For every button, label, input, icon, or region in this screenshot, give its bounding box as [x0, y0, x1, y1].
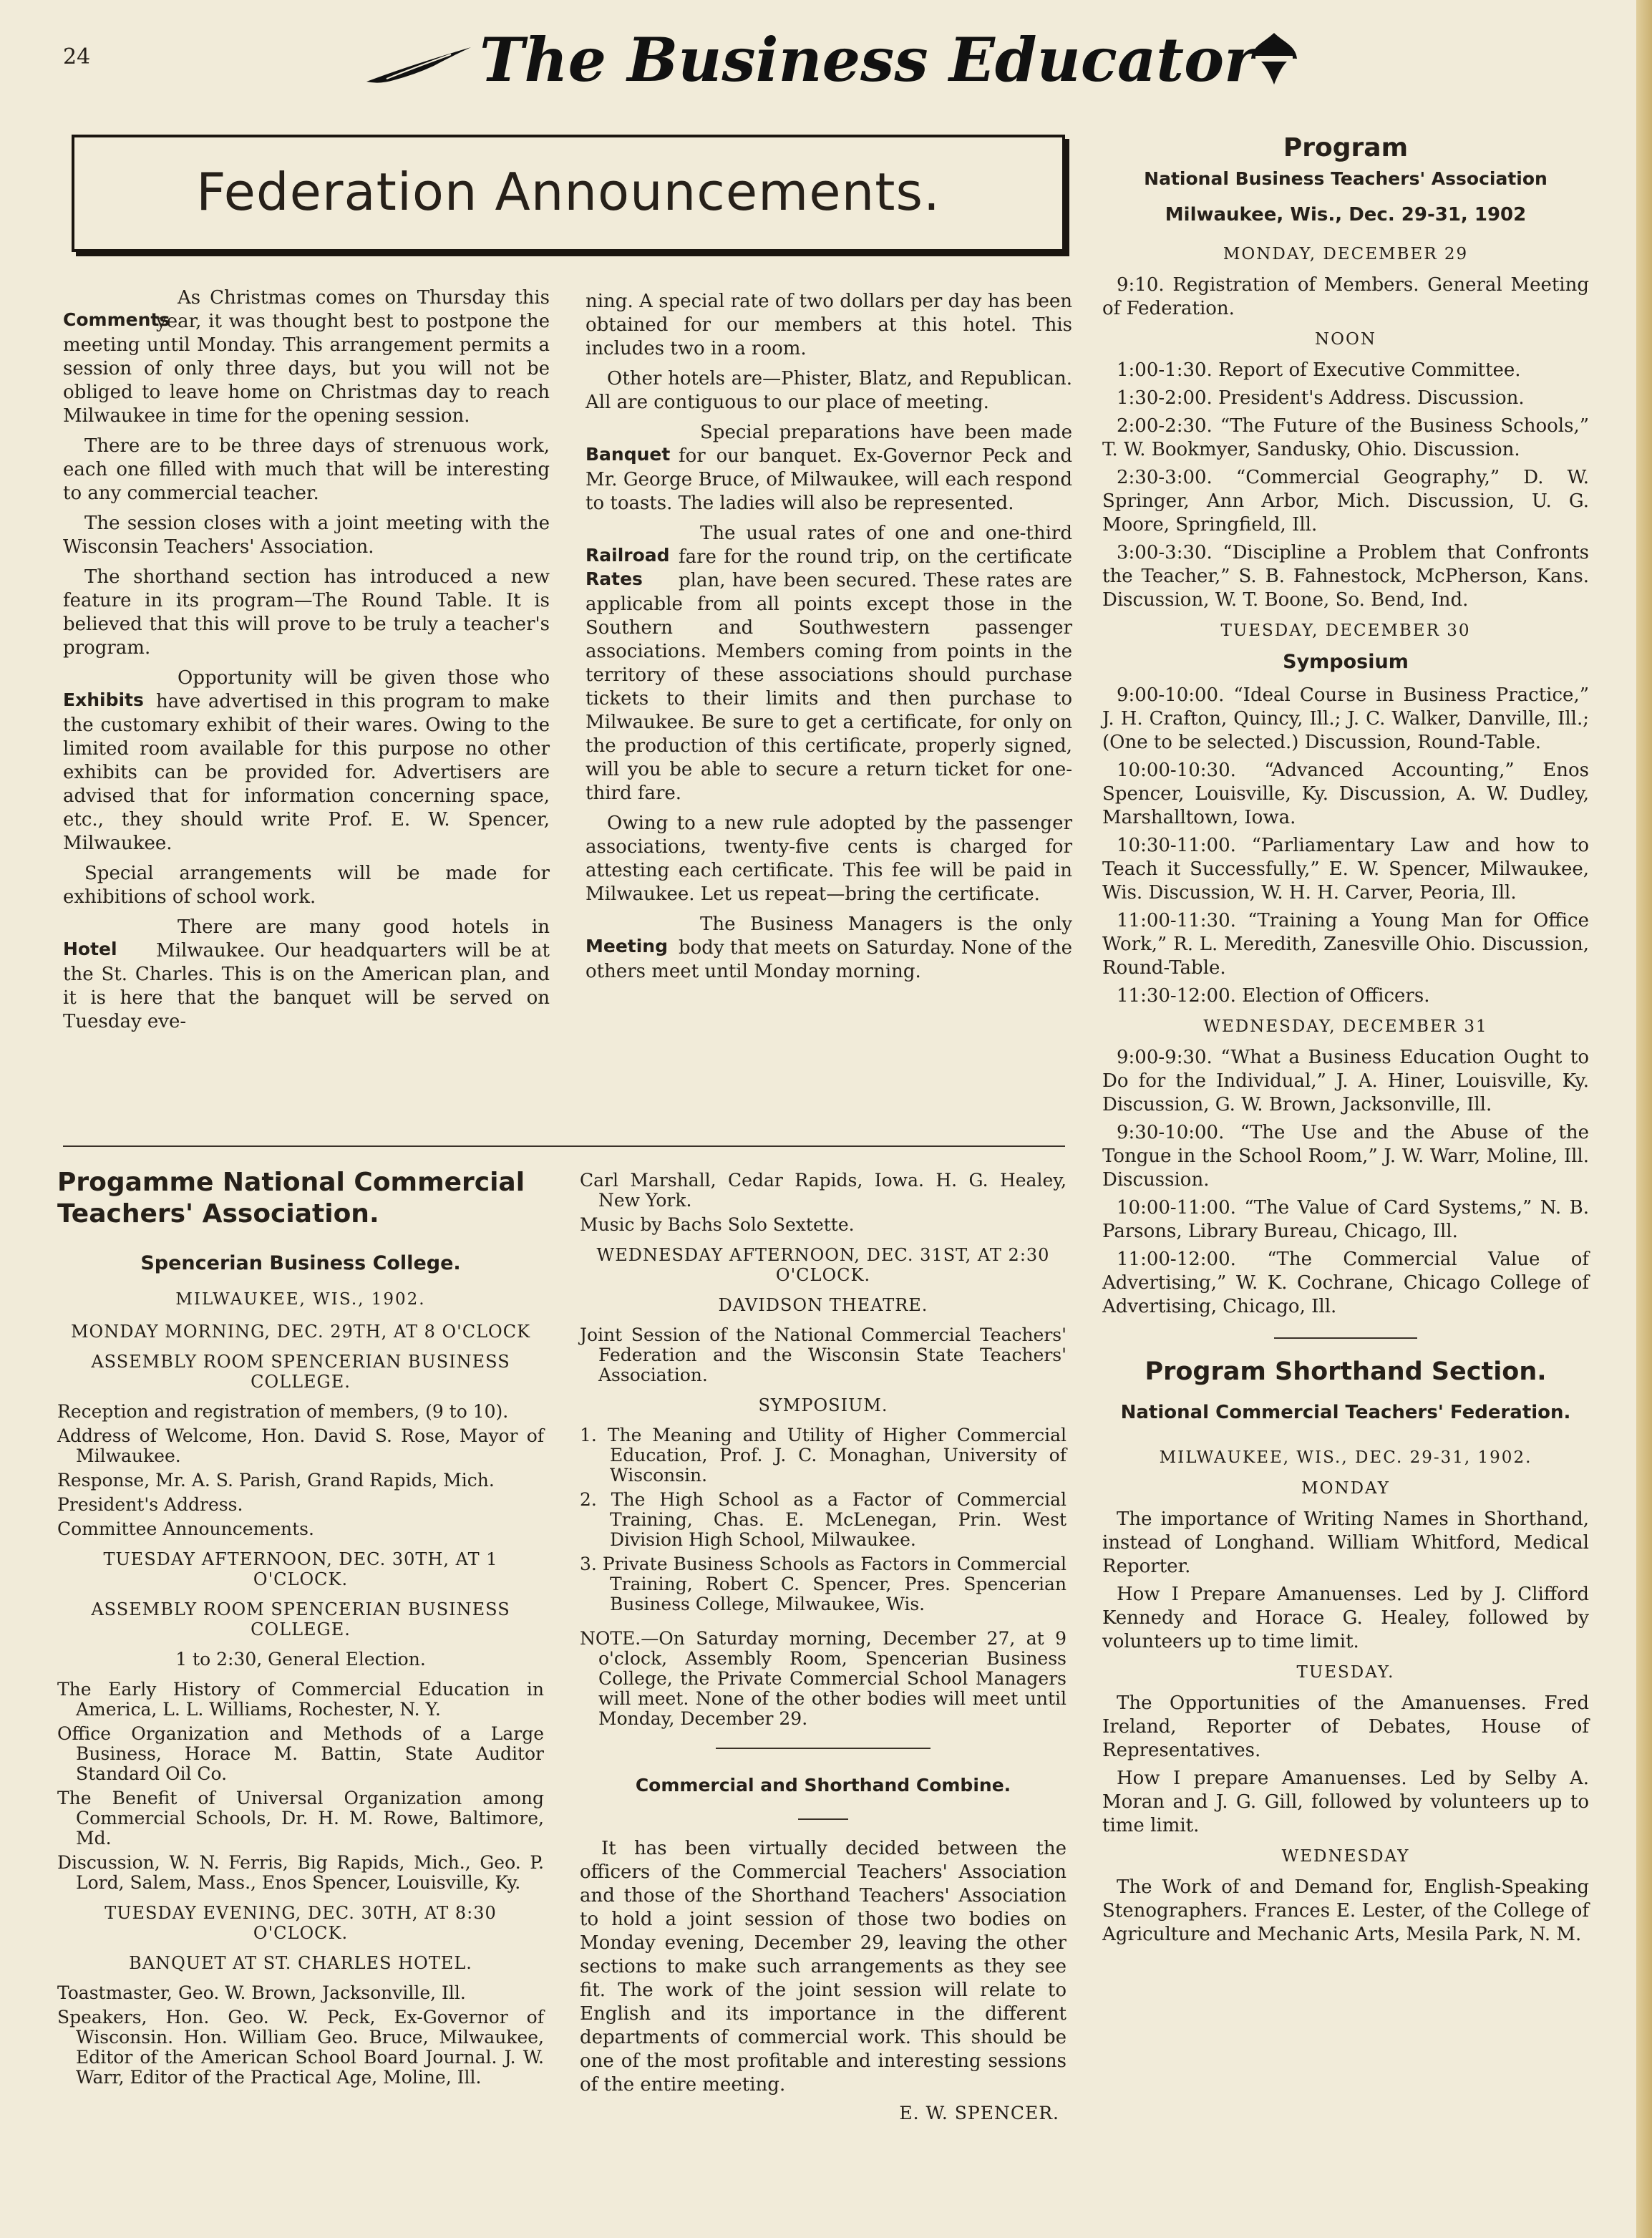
- signature: E. W. SPENCER.: [899, 2103, 1059, 2123]
- ncta-title: Progamme National Commercial Teachers' Association.: [57, 1168, 525, 1229]
- noon-heading: NOON: [1315, 330, 1376, 349]
- announcement-title-box: [72, 135, 1065, 252]
- programme-heading: SYMPOSIUM.: [758, 1395, 888, 1415]
- paragraph-text: The session closes with a joint meeting with the Wisconsin Teachers' Association.: [63, 513, 550, 558]
- shorthand-wednesday-items: [1102, 1876, 1589, 1947]
- symposium-heading: Symposium: [1283, 651, 1409, 673]
- schedule-item: 3:00-3:30. “Discipline a Problem that Confronts the Teacher,” S. B. Fahnestock, McPherson, Kans. Discussion, W. T. Boone, So. Bend, Ind.: [1102, 542, 1589, 611]
- programme-item: Reception and registration of members, (9 to 10).: [57, 1401, 509, 1422]
- schedule-item: 9:00-9:30. “What a Business Education Ought to Do for the Individual,” J. A. Hiner, Louisville, Ky. Discussion, G. W. Brown, Jacksonville, Ill.: [1102, 1047, 1589, 1115]
- side-heading: Banquet: [586, 444, 671, 465]
- programme-heading: ASSEMBLY ROOM SPENCERIAN BUSINESS COLLEGE.: [91, 1599, 510, 1639]
- symposium-item: 2. The High School as a Factor of Commercial Training, Chas. E. McLenegan, Prin. West Division High School, Milwaukee.: [580, 1489, 1066, 1550]
- symposium-item: 1. The Meaning and Utility of Higher Commercial Education, Prof. J. C. Monaghan, University of Wisconsin.: [580, 1425, 1066, 1486]
- programme-item: Joint Session of the National Commercial Teachers' Federation and the Wisconsin State Teachers' Association.: [580, 1324, 1066, 1385]
- noon-schedule: [1102, 359, 1589, 612]
- shorthand-tuesday-items: [1102, 1692, 1589, 1838]
- short-divider: [798, 1818, 848, 1820]
- shorthand-monday-items: [1102, 1508, 1589, 1654]
- combine-paragraph: It has been virtually decided between the officers of the Commercial Teachers' Association and those of the Shorthand Teachers' Association to hold a joint session of those two bodies on Monday evening, December 29, leaving the other sections to make such arrangements as they see fit. The work of the joint session will relate to English and its importance in the different departments of commercial work. This should be one of the most profitable and interesting sessions of the entire meeting.: [580, 1838, 1066, 2096]
- federation-column-1: [63, 286, 550, 1040]
- schedule-item: 10:30-11:00. “Parliamentary Law and how to Teach it Successfully,” E. W. Spencer, Milwaukee, Wis. Discussion, W. H. H. Carver, Peoria, Ill.: [1102, 835, 1589, 904]
- paragraph: [63, 286, 550, 428]
- section-divider: [63, 1145, 1065, 1147]
- paragraph: [63, 862, 550, 909]
- schedule-item: 1:00-1:30. Report of Executive Committee.: [1117, 359, 1521, 381]
- paragraph: [63, 566, 550, 660]
- programme-item: Office Organization and Methods of a Large Business, Horace M. Battin, State Auditor Standard Oil Co.: [57, 1723, 544, 1784]
- programme-heading: 1 to 2:30, General Election.: [175, 1649, 426, 1670]
- paragraph: [63, 916, 550, 1034]
- programme-item: Toastmaster, Geo. W. Brown, Jacksonville, Ill.: [57, 1982, 466, 2003]
- ncta-programme-continued: [580, 1171, 1066, 2125]
- schedule-item: 9:00-10:00. “Ideal Course in Business Practice,” J. H. Crafton, Quincy, Ill.; J. C. Walker, Danville, Ill.; (One to be selected.) Discussion, Round-Table.: [1102, 684, 1589, 753]
- paragraph: [63, 435, 550, 505]
- paragraph-text: Special preparations have been made for our banquet. Ex-Governor Peck and Mr. George Bruce, of Milwaukee, will each respond to toasts. The ladies will also be represented.: [586, 422, 1072, 514]
- nbta-program: [1102, 133, 1589, 1951]
- programme-item: The Early History of Commercial Education in America, L. L. Williams, Rochester, N. Y.: [57, 1679, 544, 1720]
- ncta-place: MILWAUKEE, WIS., 1902.: [175, 1290, 426, 1309]
- programme-item: Carl Marshall, Cedar Rapids, Iowa. H. G. Healey, New York.: [580, 1170, 1066, 1211]
- programme-item: Music by Bachs Solo Sextette.: [580, 1214, 855, 1235]
- schedule-item: 9:10. Registration of Members. General Meeting of Federation.: [1102, 274, 1589, 319]
- day-heading-wednesday: WEDNESDAY, DECEMBER 31: [1203, 1017, 1488, 1036]
- schedule-item: How I Prepare Amanuenses. Led by J. Clifford Kennedy and Horace G. Healey, followed by volunteers up to time limit.: [1102, 1584, 1589, 1652]
- paragraph: [586, 421, 1072, 515]
- symposium-item: 3. Private Business Schools as Factors in Commercial Training, Robert C. Spencer, Pres. Spencerian Business College, Milwaukee, Wis.: [580, 1554, 1066, 1614]
- ncta-schedule-continued: [580, 1171, 1066, 1415]
- paragraph-text: As Christmas comes on Thursday this year, it was thought best to postpone the meeting until Monday. This arrangement permits a session of only three days, but you will not be obliged to leave home on Christmas day to reach Milwaukee in time for the opening session.: [63, 287, 550, 427]
- programme-heading: TUESDAY AFTERNOON, DEC. 30TH, AT 1 O'CLOCK.: [103, 1549, 498, 1589]
- paragraph: [63, 667, 550, 856]
- day-heading-tuesday: TUESDAY, DECEMBER 30: [1220, 621, 1471, 640]
- schedule-item: The Work of and Demand for, English-Speaking Stenographers. Frances E. Lester, of the College of Agriculture and Mechanic Arts, Mesila Park, N. M.: [1102, 1876, 1589, 1945]
- programme-item: Committee Announcements.: [57, 1518, 314, 1539]
- program-place-date: Milwaukee, Wis., Dec. 29-31, 1902: [1165, 204, 1527, 226]
- schedule-item: 10:00-11:00. “The Value of Card Systems,” N. B. Parsons, Library Bureau, Chicago, Ill.: [1102, 1197, 1589, 1242]
- masthead: [351, 21, 1353, 100]
- side-heading: Hotel: [63, 939, 117, 959]
- schedule-item: 2:30-3:00. “Commercial Geography,” D. W. Springer, Ann Arbor, Mich. Discussion, U. G. Moore, Springfield, Ill.: [1102, 467, 1589, 536]
- section-title: Federation Announcements.: [196, 162, 941, 222]
- paragraph-text: There are to be three days of strenuous work, each one filled with much that will be interesting to any commercial teacher.: [63, 435, 550, 504]
- schedule-item: The Opportunities of the Amanuenses. Fred Ireland, Reporter of Debates, House of Representatives.: [1102, 1692, 1589, 1761]
- schedule-item: 2:00-2:30. “The Future of the Business Schools,” T. W. Bookmyer, Sandusky, Ohio. Discussion.: [1102, 415, 1589, 460]
- schedule-item: 1:30-2:00. President's Address. Discussion.: [1117, 387, 1525, 409]
- programme-heading: WEDNESDAY AFTERNOON, DEC. 31ST, AT 2:30 O'CLOCK.: [596, 1245, 1050, 1285]
- programme-heading: MONDAY MORNING, DEC. 29TH, AT 8 O'CLOCK: [70, 1322, 531, 1342]
- shorthand-wednesday: WEDNESDAY: [1281, 1847, 1410, 1866]
- combine-title: Commercial and Shorthand Combine.: [635, 1775, 1011, 1796]
- paragraph-text: Special arrangements will be made for exhibitions of school work.: [63, 863, 550, 908]
- side-heading: Railroad Rates: [586, 545, 670, 589]
- paragraph-text: Owing to a new rule adopted by the passenger associations, twenty-five cents is charged for attesting each certificate. This fee will be paid in Milwaukee. Let us repeat—bring the certificate.: [586, 813, 1072, 905]
- schedule-item: 11:00-11:30. “Training a Young Man for Office Work,” R. L. Meredith, Zanesville Ohio. Discussion, Round-Table.: [1102, 910, 1589, 979]
- paragraph: [586, 367, 1072, 415]
- side-heading: Meeting: [586, 936, 669, 956]
- paragraph: [586, 812, 1072, 906]
- quill-swoosh-icon: [365, 44, 472, 87]
- note-paragraph: NOTE.—On Saturday morning, December 27, at 9 o'clock, Assembly Room, Spencerian Business College, the Private Commercial School Managers will meet. None of the other bodies will meet until Monday, December 29.: [580, 1628, 1066, 1729]
- paragraph: [586, 290, 1072, 361]
- paragraph-text: ning. A special rate of two dollars per day has been obtained for our members at this hotel. This includes two in a room.: [586, 291, 1072, 359]
- shorthand-place-date: MILWAUKEE, WIS., DEC. 29-31, 1902.: [1159, 1448, 1532, 1467]
- paragraph: [586, 522, 1072, 805]
- paragraph-text: The usual rates of one and one-third fare for the round trip, on the certificate plan, have been secured. These rates are applicable from all points except those in the Southern and Southwestern passenger associations. Members coming from points in the territory of these associations should purchase tickets to their limits and then purchase to Milwaukee. Be sure to get a certificate, for only on the production of this certificate, properly signed, will you be able to secure a return ticket for one-third fare.: [586, 523, 1072, 804]
- shorthand-tuesday: TUESDAY.: [1296, 1663, 1395, 1682]
- ncta-programme: [57, 1167, 544, 2092]
- program-heading: Program: [1283, 133, 1409, 163]
- schedule-item: How I prepare Amanuenses. Led by Selby A. Moran and J. G. Gill, followed by volunteers up to time limit.: [1102, 1768, 1589, 1836]
- side-heading: Exhibits: [63, 689, 144, 710]
- monday-schedule: [1102, 273, 1589, 321]
- paragraph: [586, 913, 1072, 984]
- programme-heading: DAVIDSON THEATRE.: [718, 1295, 928, 1315]
- programme-heading: ASSEMBLY ROOM SPENCERIAN BUSINESS COLLEGE.: [91, 1352, 510, 1392]
- programme-heading: BANQUET AT ST. CHARLES HOTEL.: [129, 1953, 472, 1973]
- schedule-item: 11:00-12:00. “The Commercial Value of Advertising,” W. K. Cochrane, Chicago College of Advertising, Chicago, Ill.: [1102, 1249, 1589, 1317]
- paragraph: [63, 512, 550, 559]
- page-number: 24: [63, 44, 91, 69]
- paragraph-text: There are many good hotels in Milwaukee. Our headquarters will be at the St. Charles. This is on the American plan, and it is here that the banquet will be served on Tuesday eve-: [63, 916, 550, 1032]
- page-edge: [1636, 0, 1652, 2238]
- masthead-title: The Business Educator: [480, 24, 1256, 95]
- programme-item: Response, Mr. A. S. Parish, Grand Rapids, Mich.: [57, 1470, 495, 1491]
- emblem-icon: [1245, 30, 1303, 87]
- short-divider: [716, 1748, 931, 1749]
- programme-item: The Benefit of Universal Organization among Commercial Schools, Dr. H. M. Rowe, Baltimore, Md.: [57, 1788, 544, 1849]
- ncta-schedule: [57, 1322, 544, 2088]
- symposium-list: [580, 1425, 1066, 1614]
- schedule-item: 10:00-10:30. “Advanced Accounting,” Enos Spencer, Louisville, Ky. Discussion, A. W. Dudley, Marshalltown, Iowa.: [1102, 760, 1589, 828]
- schedule-item: 11:30-12:00. Election of Officers.: [1117, 985, 1430, 1007]
- wednesday-schedule: [1102, 1046, 1589, 1319]
- day-heading-monday: MONDAY, DECEMBER 29: [1223, 245, 1469, 263]
- shorthand-monday: MONDAY: [1301, 1479, 1390, 1498]
- side-heading: Comments: [63, 309, 170, 330]
- program-association: National Business Teachers' Association: [1144, 168, 1547, 189]
- programme-item: Speakers, Hon. Geo. W. Peck, Ex-Governor of Wisconsin. Hon. William Geo. Bruce, Milwaukee, Editor of the American School Board Journal. J. W. Warr, Editor of the Practical Age, Moline, Ill.: [57, 2007, 544, 2088]
- shorthand-section-title: Program Shorthand Section.: [1145, 1357, 1547, 1386]
- shorthand-association: National Commercial Teachers' Federation.: [1120, 1402, 1571, 1423]
- paragraph-text: Opportunity will be given those who have advertised in this program to make the customary exhibit of their wares. Owing to the limited room available for this purpose no other exhibits can be provided for. Advertisers are advised that for information concerning space, etc., they should write Prof. E. W. Spencer, Milwaukee.: [63, 667, 550, 854]
- programme-heading: TUESDAY EVENING, DEC. 30TH, AT 8:30 O'CLOCK.: [105, 1903, 497, 1943]
- programme-item: Address of Welcome, Hon. David S. Rose, Mayor of Milwaukee.: [57, 1425, 544, 1466]
- paragraph-text: The Business Managers is the only body that meets on Saturday. None of the others meet until Monday morning.: [586, 914, 1072, 982]
- tuesday-schedule: [1102, 684, 1589, 1008]
- schedule-item: 9:30-10:00. “The Use and the Abuse of the Tongue in the School Room,” J. W. Warr, Moline, Ill. Discussion.: [1102, 1122, 1589, 1191]
- programme-item: President's Address.: [57, 1494, 243, 1515]
- short-divider: [1274, 1337, 1417, 1339]
- programme-item: Discussion, W. N. Ferris, Big Rapids, Mich., Geo. P. Lord, Salem, Mass., Enos Spencer, Louisville, Ky.: [57, 1852, 544, 1893]
- federation-column-2: [586, 290, 1072, 990]
- ncta-subtitle: Spencerian Business College.: [140, 1252, 461, 1274]
- paragraph-text: The shorthand section has introduced a new feature in its program—The Round Table. It is believed that this will prove to be truly a teacher's program.: [63, 566, 550, 659]
- schedule-item: The importance of Writing Names in Shorthand, instead of Longhand. William Whitford, Medical Reporter.: [1102, 1508, 1589, 1577]
- paragraph-text: Other hotels are—Phister, Blatz, and Republican. All are contiguous to our place of meeting.: [586, 368, 1072, 413]
